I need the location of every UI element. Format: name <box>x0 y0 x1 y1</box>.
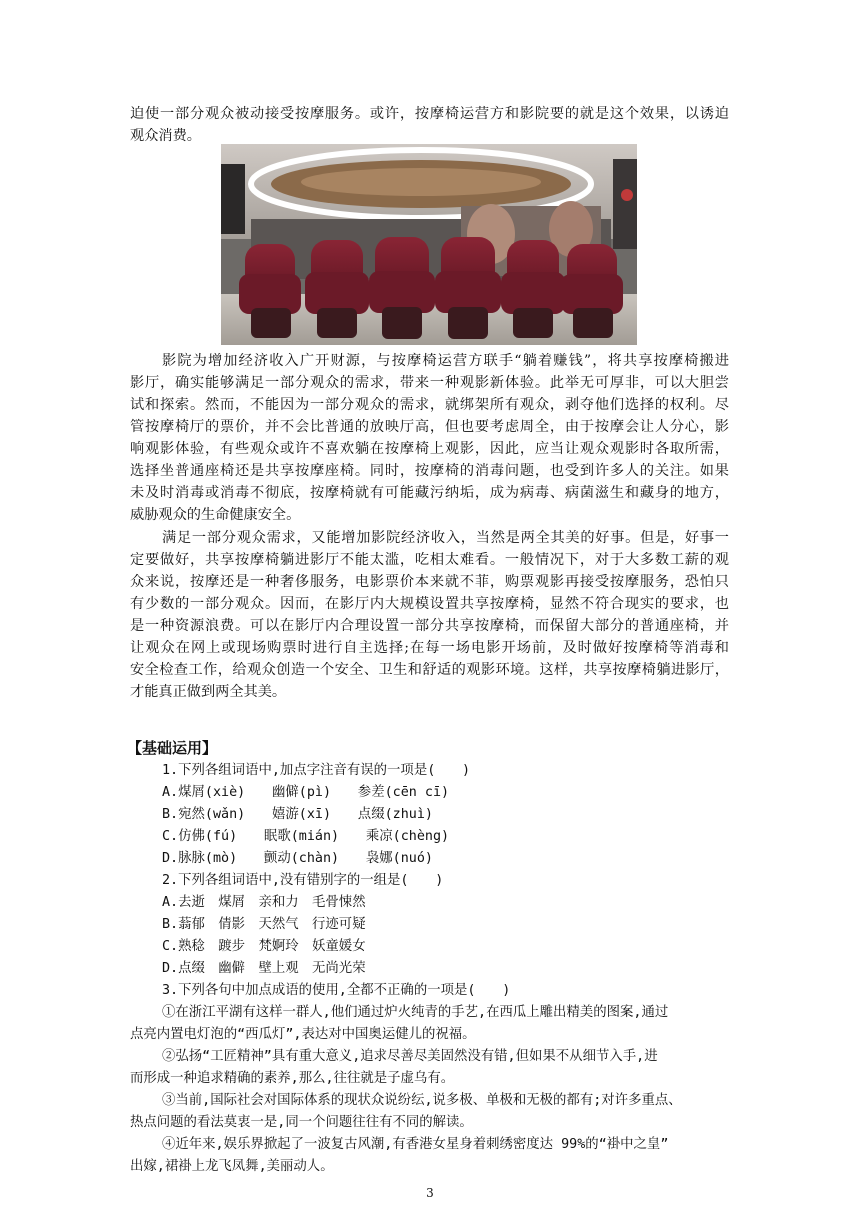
q3-stem: 3.下列各句中加点成语的使用,全都不正确的一项是( ) <box>162 983 511 998</box>
q3-item-1-line-1: ①在浙江平湖有这样一群人,他们通过炉火纯青的手艺,在西瓜上雕出精美的图案,通过 <box>162 1005 669 1020</box>
massage-chairs-photo <box>221 144 637 345</box>
q3-item-3-line-2: 热点问题的看法莫衷一是,同一个问题往往有不同的解读。 <box>130 1115 473 1130</box>
intro-line-2: 观众消费。 <box>130 128 201 144</box>
p1-line-6: 选择坐普通座椅还是共享按摩座椅。同时，按摩椅的消毒问题，也受到许多人的关注。如果 <box>130 463 729 479</box>
p2-line-6: 让观众在网上或现场购票时进行自主选择;在每一场电影开场前，及时做好按摩椅等消毒和 <box>130 640 729 656</box>
p2-line-4: 有少数的一部分观众。因而，在影厅内大规模设置共享按摩椅，显然不符合现实的要求，也 <box>130 596 729 612</box>
section-heading: 【基础运用】 <box>127 739 218 757</box>
p2-line-8: 才能真正做到两全其美。 <box>130 684 287 700</box>
intro-line-1: 迫使一部分观众被动接受按摩服务。或许，按摩椅运营方和影院要的就是这个效果，以诱迫 <box>130 106 729 122</box>
q1-option-d: D.脉脉(mò) 颤动(chàn) 袅娜(nuó) <box>162 851 433 866</box>
q2-option-d: D.点缀 幽僻 壁上观 无尚光荣 <box>162 961 366 976</box>
p2-line-3: 众来说，按摩还是一种奢侈服务，电影票价本来就不菲，购票观影再接受按摩服务，恐怕只 <box>130 574 729 590</box>
p1-line-1: 影院为增加经济收入广开财源，与按摩椅运营方联手“躺着赚钱”，将共享按摩椅搬进 <box>162 353 729 369</box>
q2-option-c: C.熟稔 踱步 梵婀玲 妖童媛女 <box>162 939 366 954</box>
q3-item-4-line-2: 出嫁,裙褂上龙飞凤舞,美丽动人。 <box>130 1159 334 1174</box>
p1-line-3: 试和探索。然而，不能因为一部分观众的需求，就绑架所有观众，剥夺他们选择的权利。尽 <box>130 397 729 413</box>
q2-option-a: A.去逝 煤屑 亲和力 毛骨悚然 <box>162 895 366 910</box>
q1-option-c: C.仿佛(fú) 眠歌(mián) 乘凉(chèng) <box>162 829 450 844</box>
p2-line-5: 是一种资源浪费。可以在影厅内合理设置一部分共享按摩椅，而保留大部分的普通座椅，并 <box>130 618 729 634</box>
p2-line-7: 安全检查工作，给观众创造一个安全、卫生和舒适的观影环境。这样，共享按摩椅躺进影厅， <box>130 662 729 678</box>
q3-item-2-line-1: ②弘扬“工匠精神”具有重大意义,追求尽善尽美固然没有错,但如果不从细节入手,进 <box>162 1049 658 1064</box>
p1-line-8: 威胁观众的生命健康安全。 <box>130 507 301 523</box>
q1-stem: 1.下列各组词语中,加点字注音有误的一项是( ) <box>162 763 471 778</box>
p2-line-2: 定要做好，共享按摩椅躺进影厅不能太滥，吃相太难看。一般情况下，对于大多数工薪的观 <box>130 552 729 568</box>
p2-line-1: 满足一部分观众需求，又能增加影院经济收入，当然是两全其美的好事。但是，好事一 <box>162 530 729 546</box>
q2-stem: 2.下列各组词语中,没有错别字的一组是( ) <box>162 873 444 888</box>
q1-option-b: B.宛然(wǎn) 嬉游(xī) 点缀(zhuì) <box>162 807 433 822</box>
cinema-lobby-image <box>221 144 637 345</box>
q2-option-b: B.蓊郁 倩影 天然气 行迹可疑 <box>162 917 366 932</box>
q3-item-2-line-2: 而形成一种追求精确的素养,那么,往往就是子虚乌有。 <box>130 1071 455 1086</box>
p1-line-2: 影厅，确实能够满足一部分观众的需求，带来一种观影新体验。此举无可厚非，可以大胆尝 <box>130 375 729 391</box>
p1-line-4: 管按摩椅厅的票价，并不会比普通的放映厅高，但也要考虑周全，由于按摩会让人分心，影 <box>130 419 729 435</box>
q3-item-1-line-2: 点亮内置电灯泡的“西瓜灯”,表达对中国奥运健儿的祝福。 <box>130 1027 476 1042</box>
page-number: 3 <box>426 1186 434 1200</box>
q1-option-a: A.煤屑(xiè) 幽僻(pì) 参差(cēn cī) <box>162 785 450 800</box>
q3-item-4-line-1: ④近年来,娱乐界掀起了一波复古风潮,有香港女星身着刺绣密度达 99%的“褂中之皇” <box>162 1137 669 1152</box>
p1-line-5: 响观影体验，有些观众或许不喜欢躺在按摩椅上观影，因此，应当让观众观影时各取所需， <box>130 441 729 457</box>
q3-item-3-line-1: ③当前,国际社会对国际体系的现状众说纷纭,说多极、单极和无极的都有;对许多重点、 <box>162 1093 682 1108</box>
p1-line-7: 未及时消毒或消毒不彻底，按摩椅就有可能藏污纳垢，成为病毒、病菌滋生和藏身的地方， <box>130 485 729 501</box>
